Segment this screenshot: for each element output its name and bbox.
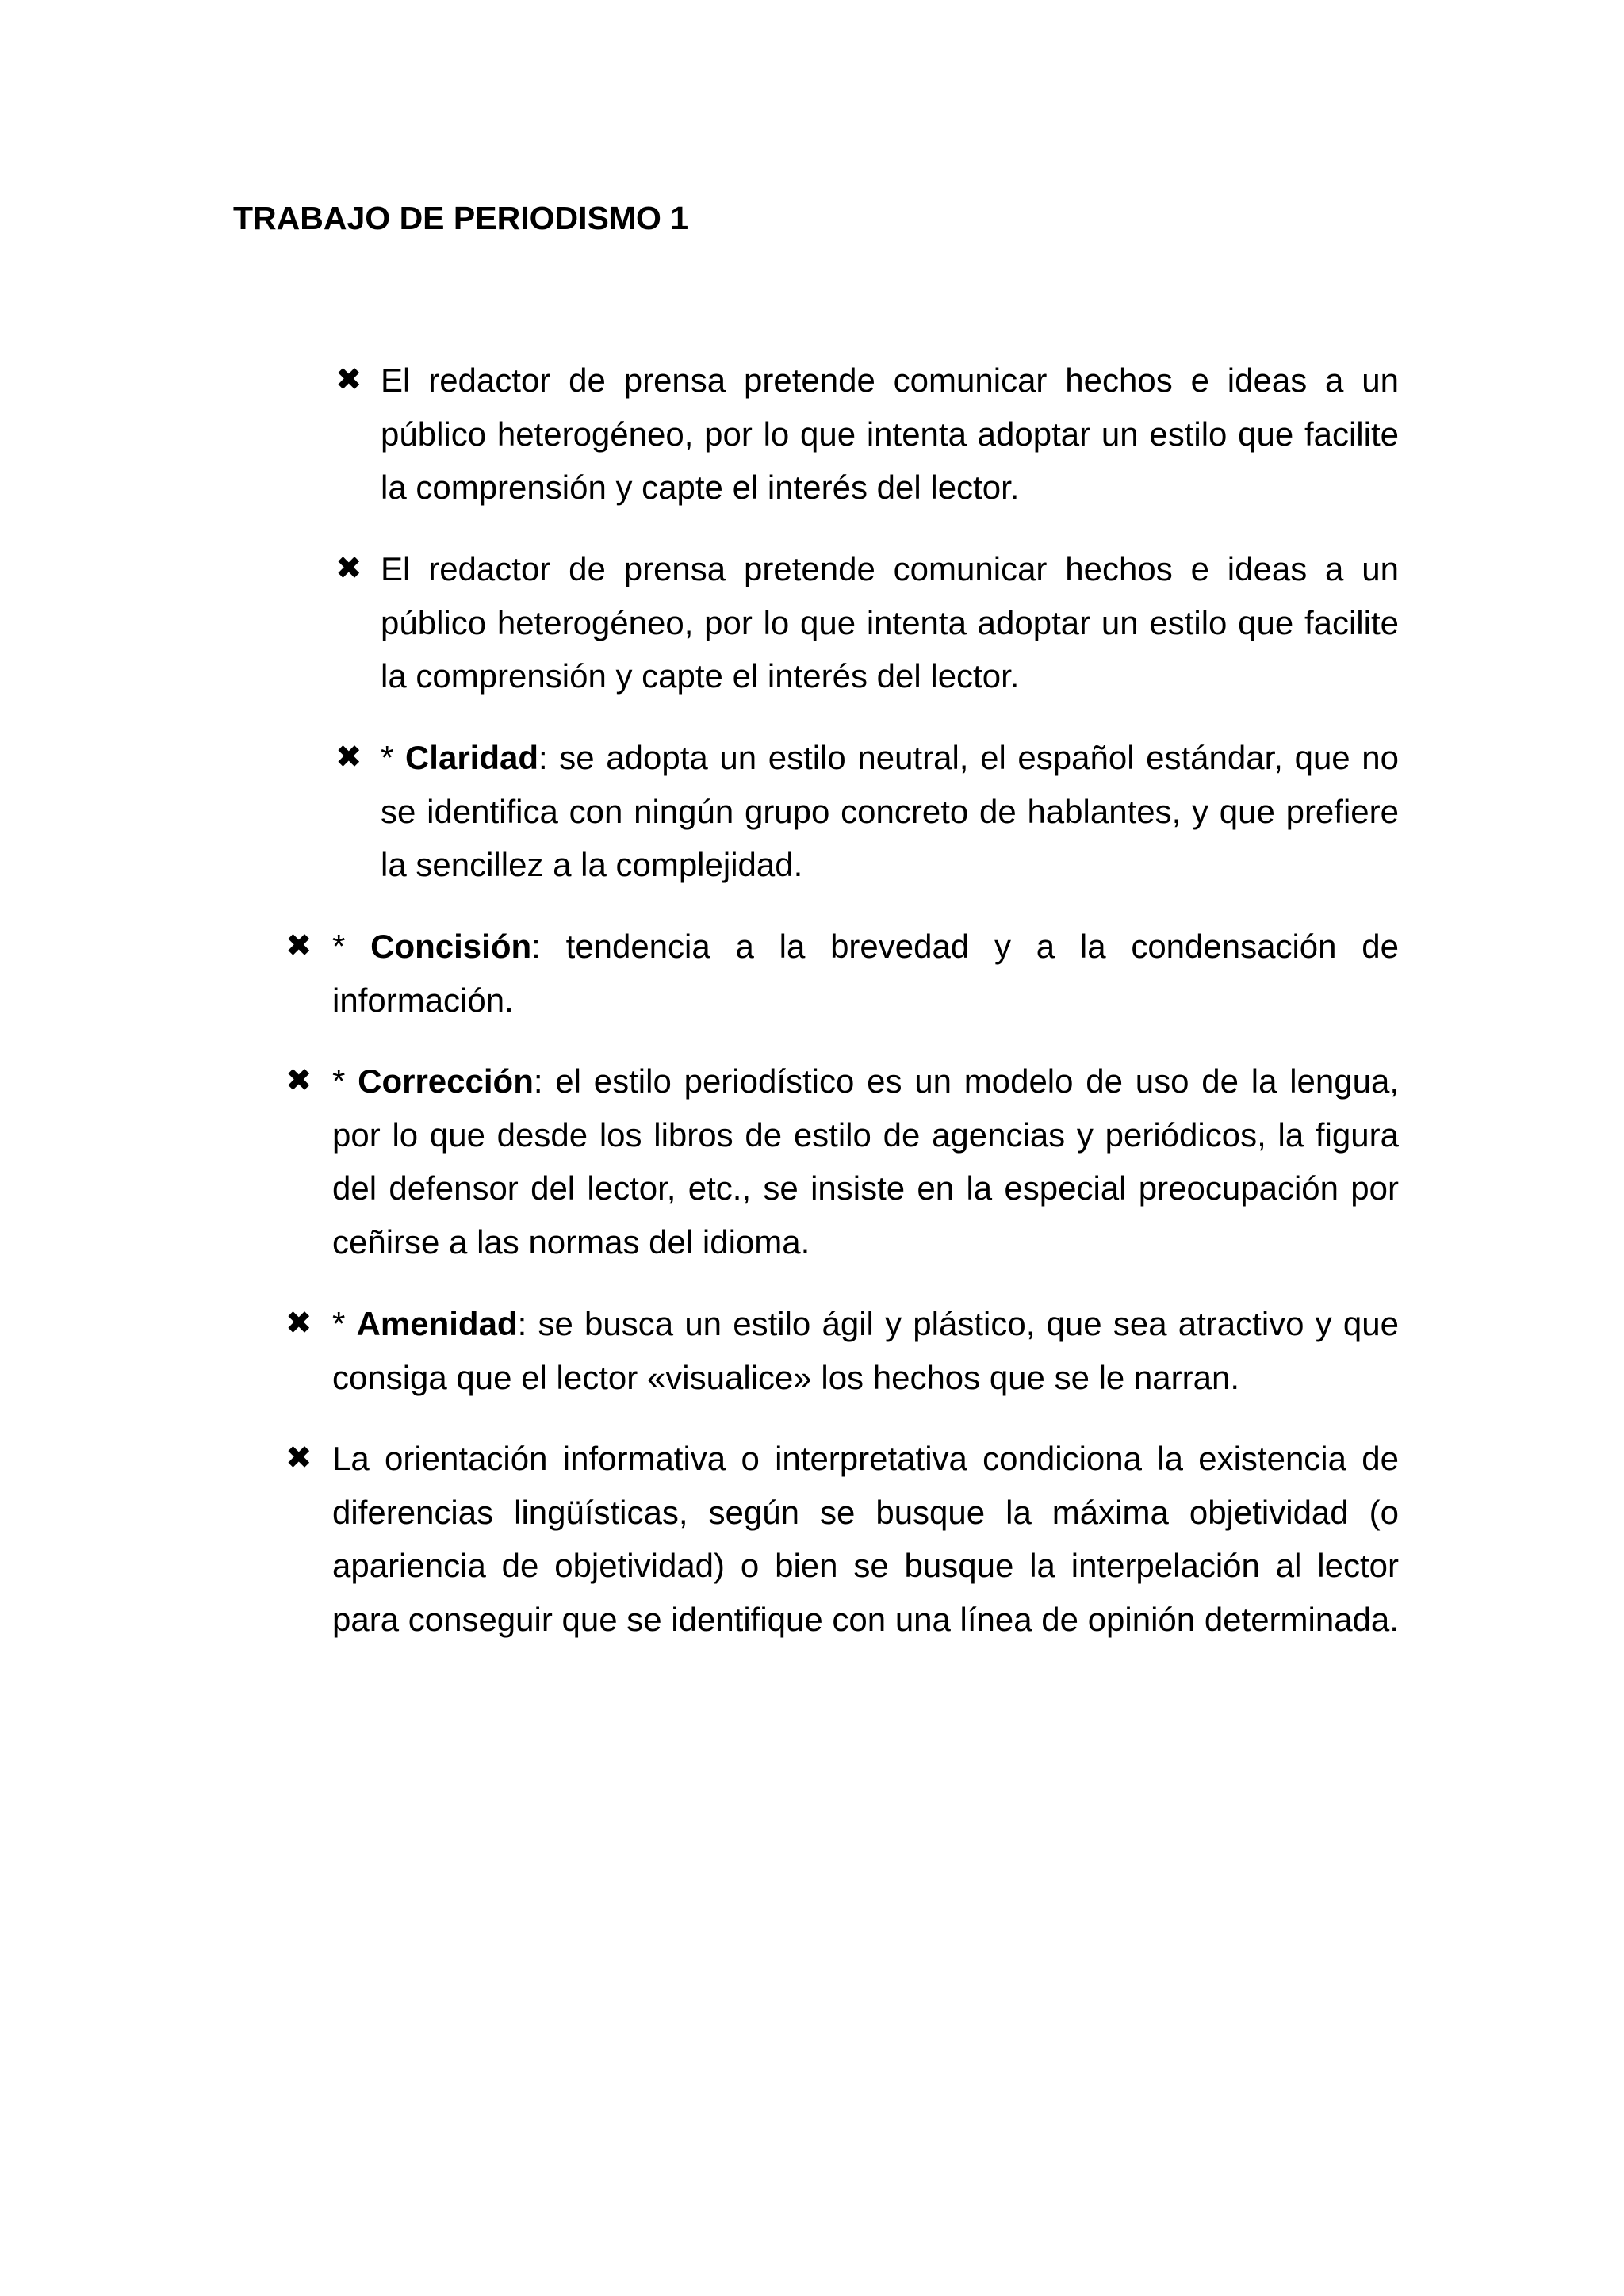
list-item <box>285 1054 1399 1269</box>
x-mark-icon: ✖ <box>335 740 362 775</box>
document-title: TRABAJO DE PERIODISMO 1 <box>233 200 689 236</box>
list-item <box>335 731 1399 892</box>
x-mark-icon: ✖ <box>335 362 362 397</box>
list-item <box>335 354 1399 515</box>
term-concision: Concisión <box>370 928 532 965</box>
x-mark-icon: ✖ <box>285 928 312 963</box>
list-item-text: * Claridad: se adopta un estilo neutral, el español estándar, que no se identifica con ningún grupo concreto de hablantes, y que prefiere la sencillez a la complejidad. <box>381 739 1399 883</box>
list-item-text: * Corrección: el estilo periodístico es un modelo de uso de la lengua, por lo que desde los libros de estilo de agencias y periódicos, la figura del defensor del lector, etc., se insiste en la especial preocupación por ceñirse a las normas del idioma. <box>332 1062 1399 1261</box>
term-correccion: Corrección <box>358 1062 534 1100</box>
x-mark-icon: ✖ <box>285 1306 312 1341</box>
list-item-text: * Amenidad: se busca un estilo ágil y plástico, que sea atractivo y que consiga que el lector «visualice» los hechos que se le narran. <box>332 1305 1400 1396</box>
term-claridad: Claridad <box>404 739 539 776</box>
x-mark-icon: ✖ <box>335 551 362 586</box>
list-item-text: La orientación informativa o interpretativa condiciona la existencia de diferencias lingüísticas, según se busque la máxima objetividad (o apariencia de objetividad) o bien se busque la interpelación al lector para conseguir que se identifique con una línea de opinión determinada. <box>332 1440 1399 1638</box>
list-item <box>285 920 1399 1027</box>
list-item <box>285 1432 1399 1646</box>
list-item <box>335 542 1399 703</box>
list-item-text: * Concisión: tendencia a la brevedad y a la condensación de información. <box>332 928 1399 1019</box>
x-mark-icon: ✖ <box>285 1063 312 1098</box>
list-item <box>285 1297 1400 1404</box>
x-mark-icon: ✖ <box>285 1441 312 1475</box>
list-item-text: El redactor de prensa pretende comunicar hechos e ideas a un público heterogéneo, por lo que intenta adoptar un estilo que facilite la comprensión y capte el interés del lector. <box>381 550 1399 695</box>
list-item-text: El redactor de prensa pretende comunicar hechos e ideas a un público heterogéneo, por lo que intenta adoptar un estilo que facilite la comprensión y capte el interés del lector. <box>381 362 1399 506</box>
term-amenidad: Amenidad <box>356 1305 518 1342</box>
